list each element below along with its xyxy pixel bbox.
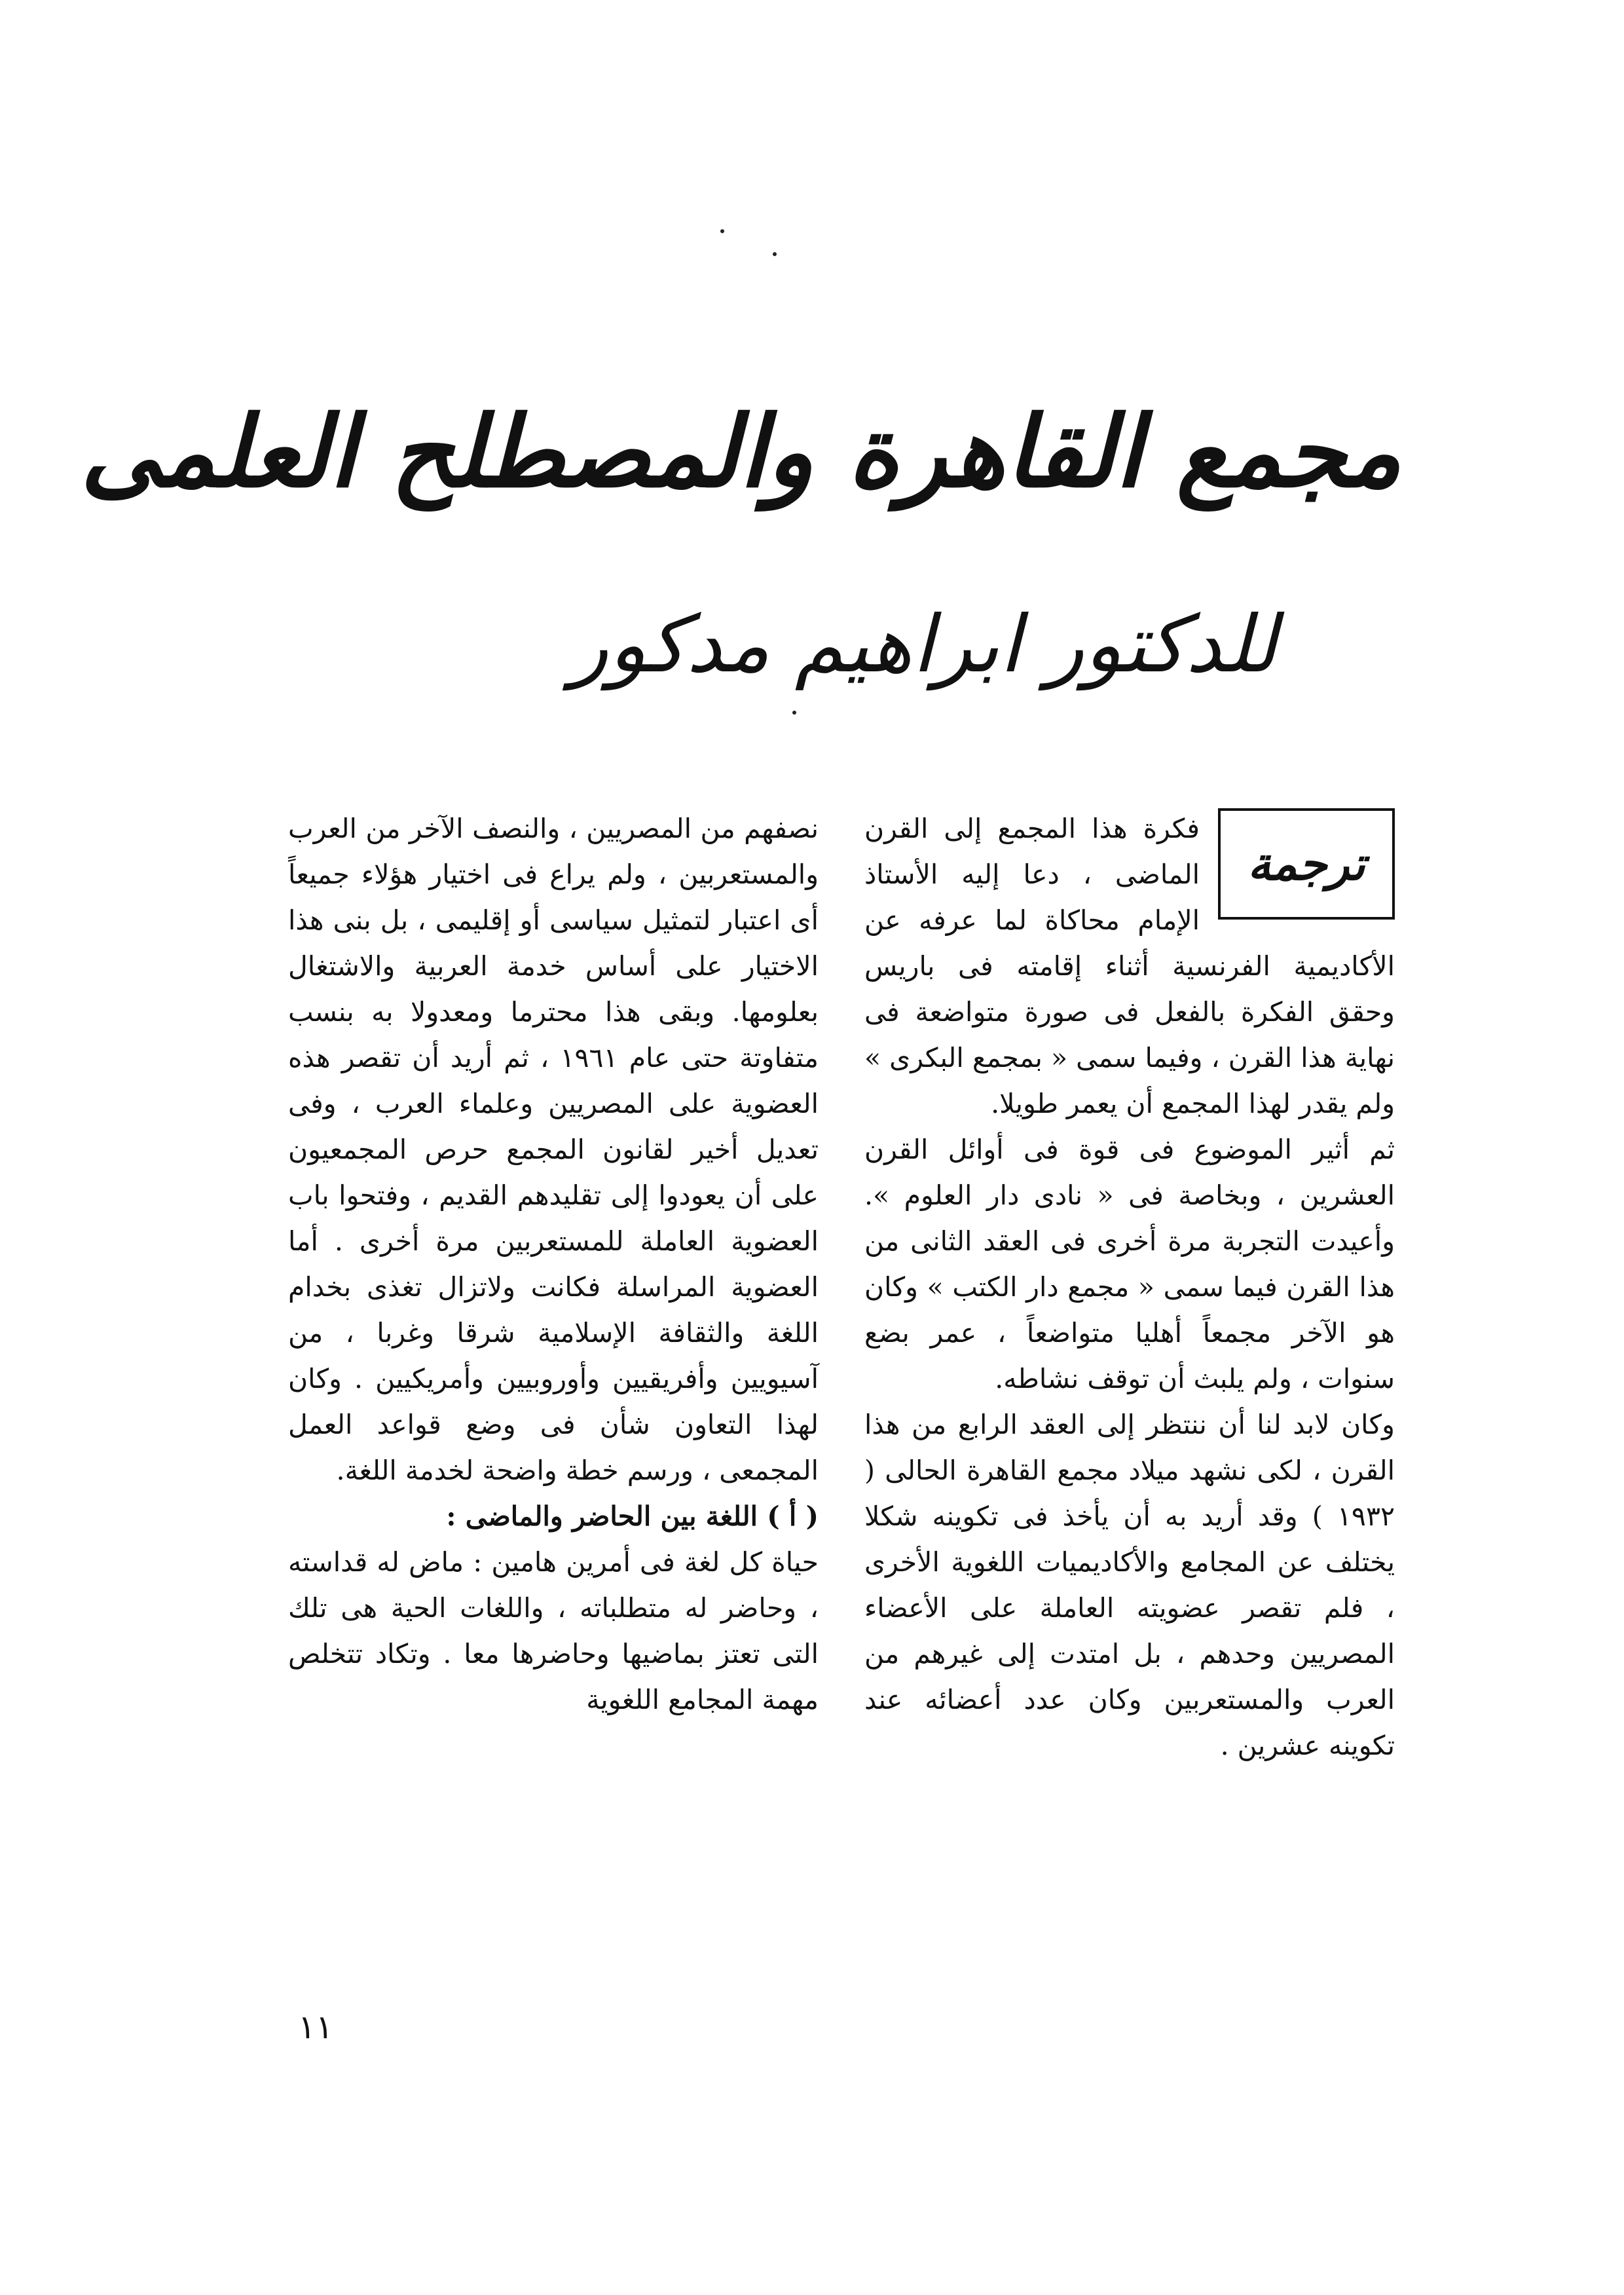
scan-speck xyxy=(720,229,724,233)
page-number: ١١ xyxy=(298,2008,333,2046)
section-paragraph: حياة كل لغة فى أمرين هامين : ماض له قداسته ، وحاضر له متطلباته ، واللغات الحية هى تلك التى تعتز بماضيها وحاضرها معا . وتكاد تتخلص مهمة المجامع اللغوية xyxy=(288,1546,819,1715)
article-author: للدكتور ابراهيم مدكور xyxy=(570,599,1277,690)
right-column xyxy=(864,806,1395,1985)
scan-speck xyxy=(773,252,777,256)
left-paragraph-1: نصفهم من المصريين ، والنصف الآخر من العرب والمستعربين ، ولم يراع فى اختيار هؤلاء جميعاً أى اعتبار لتمثيل سياسى أو إقليمى ، بل بنى هذا الاختيار على أساس خدمة العربية والاشتغال بعلومها. وبقى هذا محترما ومعدولا به بنسب متفاوتة حتى عام ١٩٦١ ، ثم أريد أن تقصر هذه العضوية على المصريين وعلماء العرب ، وفى تعديل أخير لقانون المجمع حرص المجمعيون على أن يعودوا إلى تقليدهم القديم ، وفتحوا باب العضوية العاملة للمستعربين مرة أخرى . أما العضوية المراسلة فكانت ولاتزال تغذى بخدام اللغة والثقافة الإسلامية شرقا وغربا ، من آسيويين وأفريقيين وأوروبيين وأمريكيين . وكان لهذا التعاون شأن فى وضع قواعد العمل المجمعى ، ورسم خطة واضحة لخدمة اللغة. xyxy=(288,813,819,1486)
right-paragraph-3: وكان لابد لنا أن ننتظر إلى العقد الرابع من هذا القرن ، لكى نشهد ميلاد مجمع القاهرة الحالى ( ١٩٣٢ ) وقد أريد به أن يأخذ فى تكوينه شكلا يختلف عن المجامع والأكاديميات اللغوية الأخرى ، فلم تقصر عضويته العاملة على الأعضاء المصريين وحدهم ، بل امتدت إلى غيرهم من العرب والمستعربين وكان عدد أعضائه عند تكوينه عشرين . xyxy=(864,1409,1395,1761)
article-title: مجمع القاهرة والمصطلح العلمى xyxy=(80,394,1401,510)
left-column xyxy=(288,806,819,1985)
body-columns xyxy=(288,806,1395,1985)
right-paragraph-1: فكرة هذا المجمع إلى القرن الماضى ، دعا إليه الأستاذ الإمام محاكاة لما عرفه عن الأكاديمية الفرنسية أثناء إقامته فى باريس وحقق الفكرة بالفعل فى صورة متواضعة فى نهاية هذا القرن ، وفيما سمى « بمجمع البكرى » ولم يقدر لهذا المجمع أن يعمر طويلا. xyxy=(864,813,1395,1119)
tarjama-box: ترجمة xyxy=(1218,808,1395,920)
right-paragraph-2: ثم أثير الموضوع فى قوة فى أوائل القرن العشرين ، وبخاصة فى « نادى دار العلوم ». وأعيدت التجربة مرة أخرى فى العقد الثانى من هذا القرن فيما سمى « مجمع دار الكتب » وكان هو الآخر مجمعاً أهليا متواضعاً ، عمر بضع سنوات ، ولم يلبث أن توقف نشاطه. xyxy=(864,1134,1395,1394)
section-heading: ( أ ) اللغة بين الحاضر والماضى : xyxy=(446,1501,819,1532)
